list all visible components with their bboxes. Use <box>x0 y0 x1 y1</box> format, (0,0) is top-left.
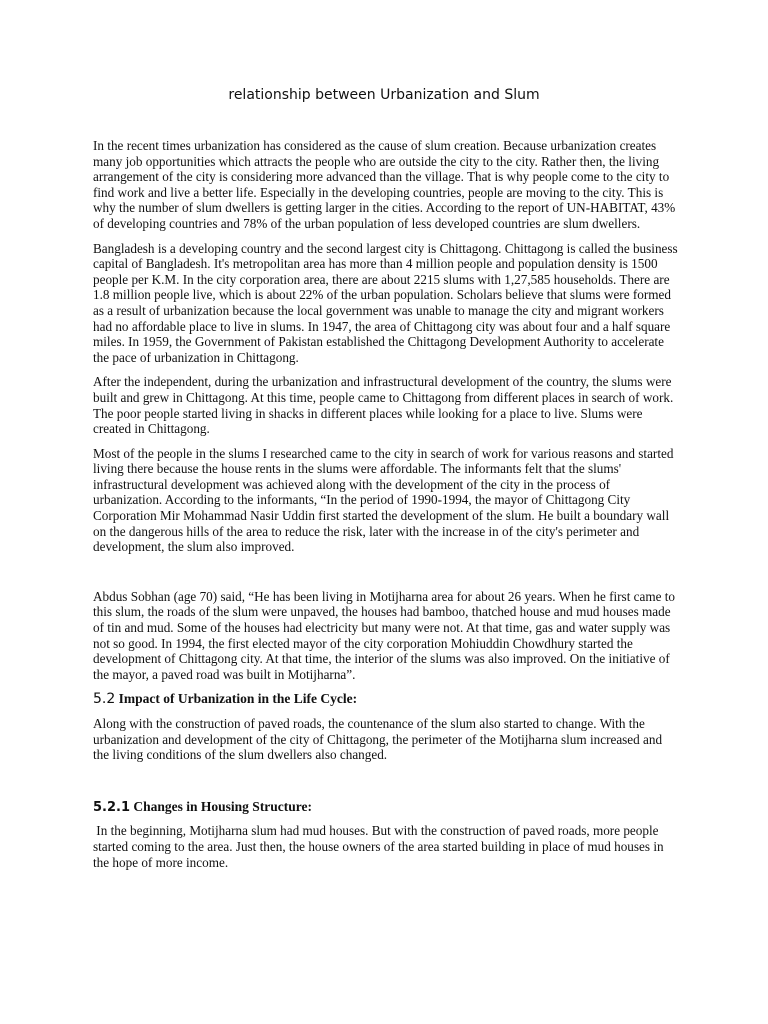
paragraph-informants: Most of the people in the slums I researched came to the city in search of work for various reasons and started living there because the house rents in the slums were affordable. The informants felt that the slums' infrastructural development was achieved along with the development of the city in the process of urbanization. According to the informants, “In the period of 1990-1994, the mayor of Chittagong City Corporation Mir Mohammad Nasir Uddin first started the development of the slum. He built a boundary wall on the dangerous hills of the area to reduce the risk, later with the increase in of the city's perimeter and development, the slum also improved. <box>93 445 674 555</box>
section-title: Impact of Urbanization in the Life Cycle: <box>118 691 358 707</box>
subsection-title: Changes in Housing Structure: <box>133 798 313 814</box>
page-title: relationship between Urbanization and Slum <box>228 87 540 103</box>
paragraph-abdus-sobhan: Abdus Sobhan (age 70) said, “He has been living in Motijharna area for about 26 years. When he first came to this slum, the roads of the slum were unpaved, the houses had bamboo, thatched house and mud houses made of tin and mud. Some of the houses had electricity but many were not. At that time, gas and water supply was not so good. In 1994, the first elected mayor of the city corporation Mohiuddin Chowdhury started the development of Chittagong city. At that time, the interior of the slums was also improved. On the initiative of the mayor, a paved road was built in Motijharna”. <box>93 588 676 682</box>
section-heading-5-2 <box>93 691 681 708</box>
paragraph-intro: In the recent times urbanization has considered as the cause of slum creation. Because urbanization creates many job opportunities which attracts the people who are outside the city to the city. Rather then, the living arrangement of the city is considering more advanced than the village. That is why people come to the city to find work and live a better life. Especially in the developing countries, people are moving to the city. This is why the number of slum dwellers is getting larger in the cities. According to the report of UN-HABITAT, 43% of developing countries and 78% of the urban population of less developed countries are slum dwellers. <box>93 138 676 231</box>
paragraph-section-5-2: Along with the construction of paved roads, the countenance of the slum also started to change. With the urbanization and development of the city of Chittagong, the perimeter of the Motijharna slum increased and the living conditions of the slum dwellers also changed. <box>93 716 663 763</box>
subsection-number: 5.2.1 <box>93 799 131 815</box>
document-body <box>93 138 681 879</box>
paragraph-bangladesh: Bangladesh is a developing country and the second largest city is Chittagong. Chittagong is called the business capital of Bangladesh. It's metropolitan area has more than 4 million people and population density is 1500 people per K.M. In the city corporation area, there are about 2215 slums with 1,27,585 households. There are 1.8 million people live, which is about 22% of the urban population. Scholars believe that slums were formed as a result of urbanization because the local government was unable to manage the city and migrant workers had no affordable place to live in slums. In 1947, the area of Chittagong city was about four and a half square miles. In 1959, the Government of Pakistan established the Chittagong Development Authority to accelerate the pace of urbanization in Chittagong. <box>93 240 678 365</box>
section-number: 5.2 <box>93 691 116 708</box>
paragraph-section-5-2-1: In the beginning, Motijharna slum had mud houses. But with the construction of paved roads, more people started coming to the area. Just then, the house owners of the area started building in place of mud houses in the hope of more income. <box>93 823 667 870</box>
paragraph-independence: After the independent, during the urbanization and infrastructural development of the country, the slums were built and grew in Chittagong. At this time, people came to Chittagong from different places in search of work. The poor people started living in shacks in different places while looking for a place to live. Slums were created in Chittagong. <box>93 374 674 437</box>
section-heading-5-2-1 <box>93 799 681 816</box>
